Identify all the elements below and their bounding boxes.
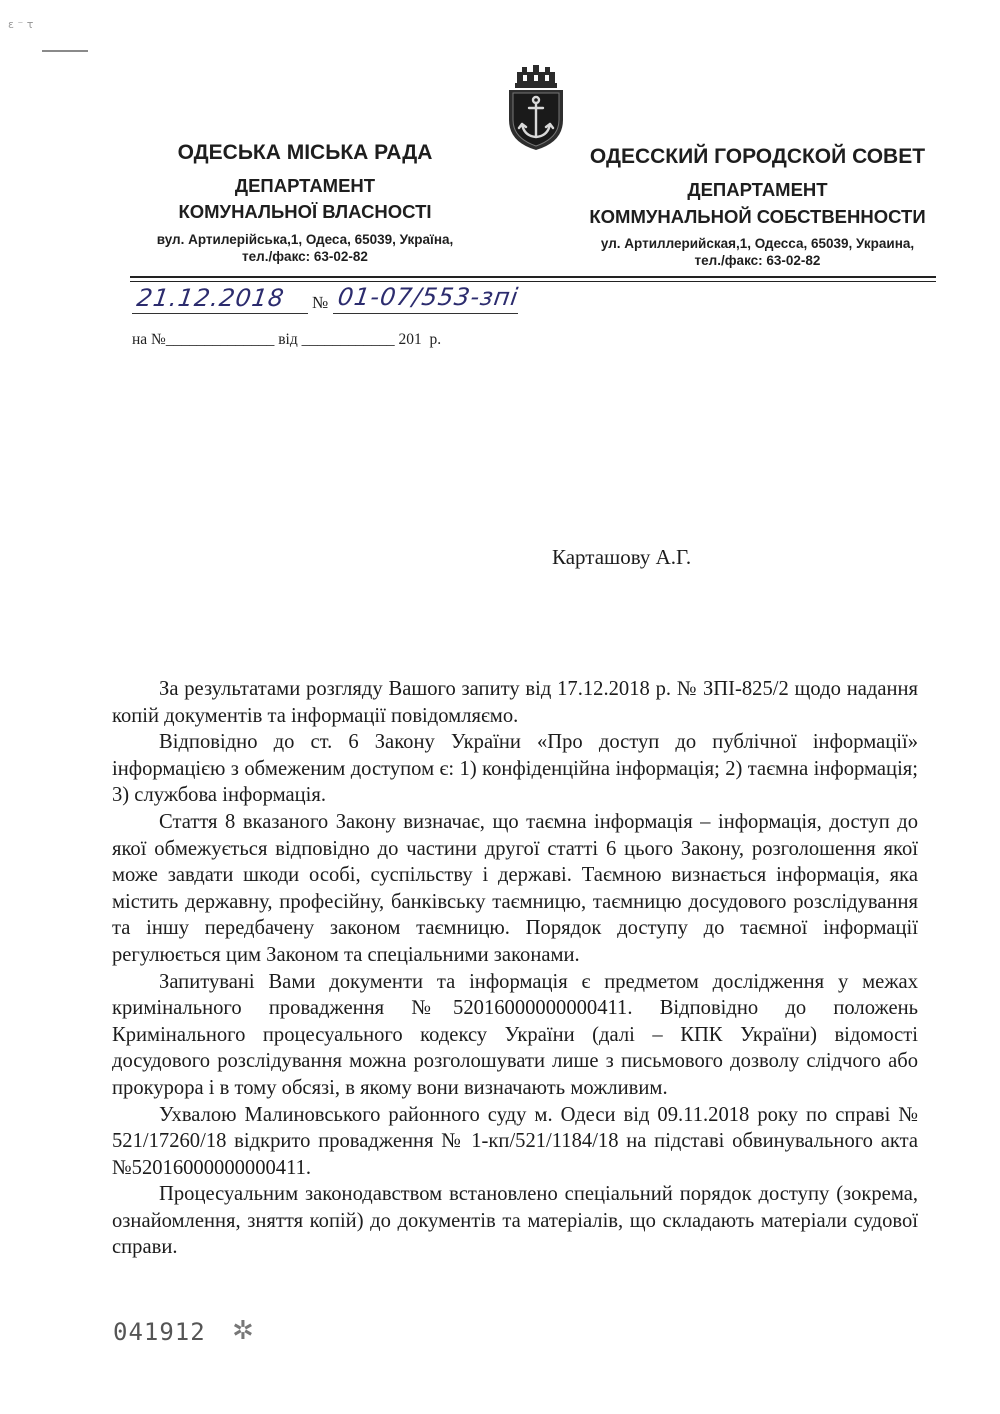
issuer-phone-ru: тел./факс: 63-02-82 — [694, 253, 821, 268]
outgoing-date-underline — [132, 313, 308, 314]
outgoing-number-underline — [333, 313, 518, 314]
issuer-address-ua: вул. Артилерійська,1, Одеса, 65039, Україна, — [156, 232, 454, 247]
issuer-department-ru: ДЕПАРТАМЕНТ — [687, 179, 828, 200]
body-paragraph: Стаття 8 вказаного Закону визначає, що таємна інформація – інформація, доступ до якої обмежується відповідно до частини другої статті 6 цього Закону, розголошення якої може завдати шкоди особі, суспільству і державі. Таємною визнається інформація, яка містить державну, професійну, банківську таємницю, таємницю досудового розслідування та іншу передбачену законом таємницю. Порядок доступу до таємної інформації регулюється цим Законом та спеціальними законами. — [112, 810, 918, 966]
header-divider — [130, 276, 936, 278]
scan-dash-mark — [42, 50, 88, 52]
body-paragraph: Ухвалою Малиновського районного суду м. Одеси від 09.11.2018 року по справі № 521/17260/18 відкрито провадження № 1-кп/521/1184/18 на підставі обвинувального акта №52016000000000411. — [112, 1103, 918, 1179]
header-divider-thin — [130, 281, 936, 282]
outgoing-number-label: № — [312, 293, 329, 312]
issuer-department-ua: ДЕПАРТАМЕНТ — [234, 175, 376, 196]
body-paragraph: За результатами розгляду Вашого запиту від 17.12.2018 р. № ЗПІ-825/2 щодо надання копій документів та інформації повідомляємо. — [112, 678, 918, 727]
body-paragraph: Процесуальним законодавством встановлено спеціальний порядок доступу (зокрема, ознайомлення, зняття копій) до документів та матеріалів, що складають матеріали судової справи. — [112, 1183, 918, 1259]
reference-line: на №______________ від ____________ 201 р. — [132, 331, 442, 348]
serial-ornament-icon: ✲ — [232, 1316, 254, 1346]
form-serial-number: 041912 — [113, 1318, 206, 1346]
issuer-council-name-ru: ОДЕССКИЙ ГОРОДСКОЙ СОВЕТ — [589, 145, 926, 168]
addressee-name: Карташову А.Г. — [552, 545, 692, 569]
scan-corner-mark: ε ⁻ τ — [8, 18, 34, 31]
odesa-coat-of-arms-icon — [503, 62, 569, 152]
outgoing-number-handwritten: 01-07/553-зпі — [336, 283, 521, 311]
body-paragraph: Відповідно до ст. 6 Закону України «Про доступ до публічної інформації» інформацією з обмеженим доступом є: 1) конфіденційна інформація; 2) таємна інформація; 3) службова інформація. — [112, 731, 918, 807]
issuer-council-name-ua: ОДЕСЬКА МІСЬКА РАДА — [177, 141, 433, 164]
body-paragraph: Запитувані Вами документи та інформація є предметом дослідження у межах кримінального провадження №52016000000000411. Відповідно до положень Кримінального процесуального кодексу України (далі – КПК України) відомості досудового розслідування можна розголошувати лише з письмового дозволу слідчого або прокурора і в тому обсязі, в якому вони визначають можливим. — [112, 970, 918, 1099]
issuer-department-name-ua: КОМУНАЛЬНОЇ ВЛАСНОСТІ — [178, 201, 432, 222]
issuer-phone-ua: тел./факс: 63-02-82 — [242, 249, 368, 264]
issuer-address-ru: ул. Артиллерийская,1, Одесса, 65039, Украина, — [600, 236, 915, 251]
issuer-department-name-ru: КОММУНАЛЬНОЙ СОБСТВЕННОСТИ — [589, 206, 926, 227]
letter-body — [112, 676, 918, 1261]
outgoing-date-handwritten: 21.12.2018 — [135, 284, 287, 312]
